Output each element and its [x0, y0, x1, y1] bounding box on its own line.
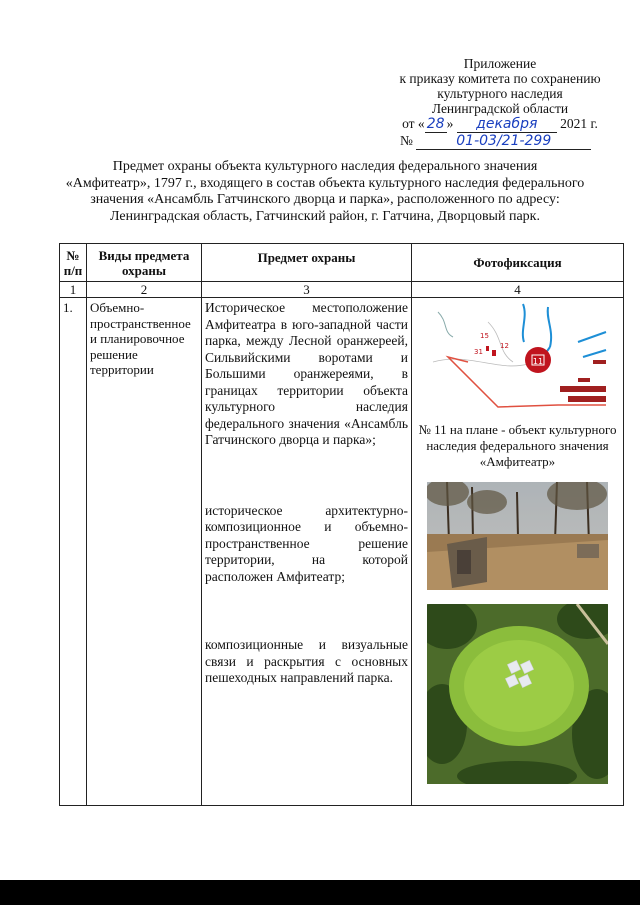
heading-line: Ленинградская область, Гатчинский район, г. Гатчина, Дворцовый парк. — [110, 208, 540, 224]
map-label: 11 — [532, 357, 543, 366]
amphitheatre-aerial-photo — [427, 604, 608, 784]
annex-order-line-3: Ленинградской области — [431, 101, 569, 116]
subject-composition: историческое архитектурно-композиционное и объемно-пространственное решение территории, на которой расположен Амфитеатр; — [205, 502, 408, 584]
date-prefix: от « — [402, 116, 425, 131]
heading-line: значения «Ансамбль Гатчинского дворца и парка», расположенного по адресу: — [90, 192, 560, 207]
date-day: 28 — [425, 117, 447, 133]
annex-order-line: к приказу комитета по сохранению — [399, 71, 601, 86]
table-row — [60, 298, 624, 806]
annex-number — [360, 133, 640, 150]
row-number: 1. — [60, 298, 87, 806]
heading-line: Предмет охраны объекта культурного наследия федерального значения — [112, 159, 538, 174]
header-photo: Фотофиксация — [412, 244, 624, 282]
document-heading — [60, 159, 590, 225]
protection-subject-table — [59, 243, 624, 806]
col-number: 3 — [202, 282, 412, 298]
col-number: 4 — [412, 282, 624, 298]
annex-title: Приложение — [463, 56, 537, 71]
number-prefix: № — [400, 133, 413, 148]
col-number: 2 — [87, 282, 202, 298]
map-label: 31 — [473, 348, 483, 356]
subject-location: Историческое местоположение Амфитеатра в юго-западной части парка, между Лесной оранжереей, Сильвийскими воротами и Большими оранжереями, в границах территории объекта культурного наследия федерального значения «Ансамбль Гатчинского дворца и парка»; — [205, 300, 408, 447]
heading-line: «Амфитеатр», 1797 г., входящего в состав объекта культурного наследия федерального — [65, 175, 585, 191]
annex-order-line-2: культурного наследия — [437, 86, 563, 101]
subject-visual-links: композиционные и визуальные связи и раскрытия с основных пешеходных направлений парка. — [205, 637, 408, 685]
number-value: 01-03/21-299 — [416, 134, 591, 150]
header-kind: Виды предмета охраны — [87, 244, 202, 282]
annex-date — [360, 116, 640, 133]
date-mid: » — [446, 116, 454, 131]
col-number: 1 — [60, 282, 87, 298]
site-plan-map — [428, 302, 608, 422]
date-year: 2021 г. — [560, 116, 598, 131]
amphitheatre-ground-photo — [427, 482, 608, 590]
map-caption: № 11 на плане - объект культурного наследия федерального значения «Амфитеатр» — [418, 422, 617, 469]
scan-bottom-edge — [0, 880, 640, 905]
row-subject — [202, 298, 412, 806]
map-label: 12 — [499, 342, 509, 350]
row-photos — [412, 298, 624, 806]
annex-header — [360, 56, 640, 150]
date-month: декабря — [457, 117, 557, 133]
map-label: 15 — [479, 332, 489, 340]
header-subject: Предмет охраны — [202, 244, 412, 282]
row-kind: Объемно-пространственное и планировочное решение территории — [87, 298, 202, 806]
header-num: № п/п — [60, 244, 87, 282]
